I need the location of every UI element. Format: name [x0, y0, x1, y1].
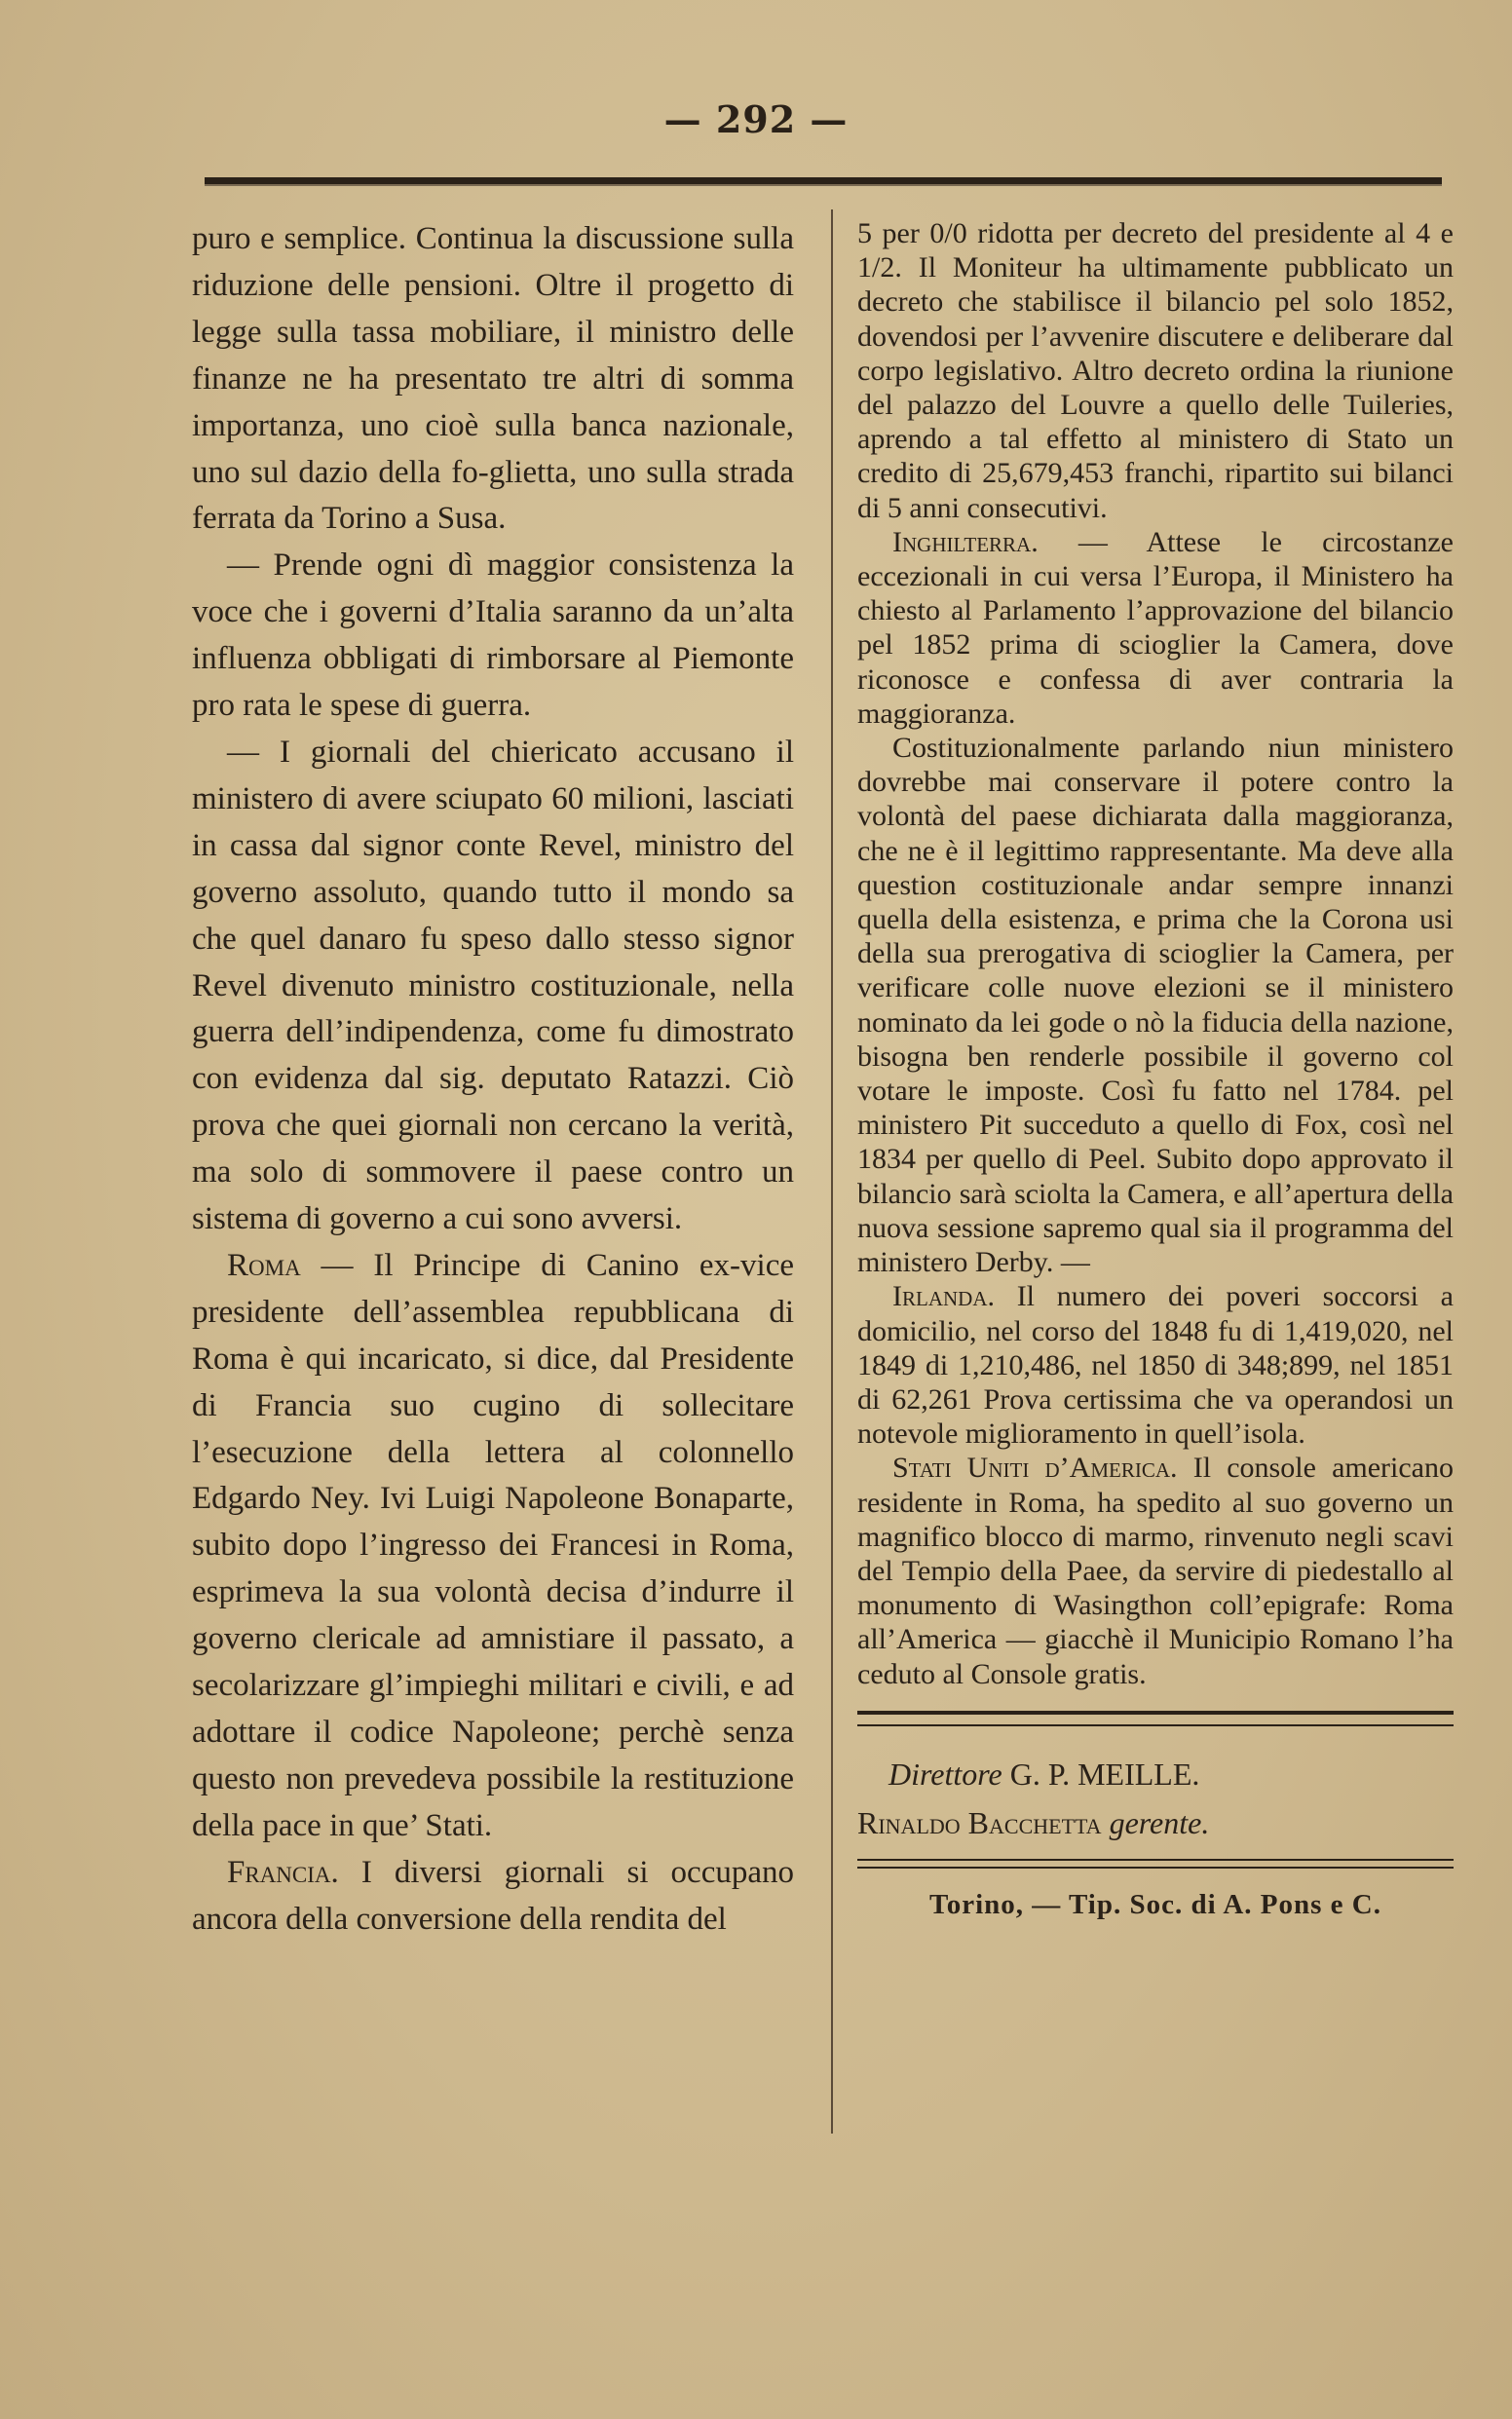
article-paragraph: — Prende ogni dì maggior consistenza la voce che i governi d’Italia saranno da un’alta influenza obbligati di rimborsare al Piemonte pro rata le spese di guerra. [192, 548, 794, 724]
gerente-label: gerente. [1109, 1804, 1210, 1840]
costituzional-paragraph: Costituzionalmente parlando niun ministero dovrebbe mai conservare il potere contro la volontà del paese dichiarata dalla maggioranza, che ne è il legittimo rappresentante. Ma deve alla question costituzionale andar sempre innanzi quella della esistenza, e prima che la Corona usi della sua prerogativa di scioglier la Camera, per verificare colle nuove elezioni se il ministero nominato da lei gode o nò la fiducia della nazione, bisogna ben renderle possibile il governo col votare le imposte. Così fu fatto nel 1784. pel ministero Pit succeduto a quello di Fox, così nel 1834 per quello di Peel. Subito dopo approvato il bilancio sarà sciolta la Camera, e all’apertura della nuova sessione sapremo qual sia il programma del ministero Derby. — [857, 732, 1454, 1279]
francia-text: I diversi giornali si occupano ancora della conversione della rendita del [192, 1854, 794, 1937]
footer-rule [857, 1711, 1454, 1726]
roma-text: Il Principe di Canino ex-vice presidente dell’assemblea repubblicana di Roma è qui incaricato, si dice, dal Presidente di Francia suo cugino di sollecitare l’esecuzione della lettera al colonnello Edgardo Ney. Ivi Luigi Napoleone Bonaparte, subito dopo l’ingresso dei Francesi in Roma, esprimeva la sua volontà decisa d’indurre il governo clericale ad amnistiare il passato, a secolarizzare gl’impieghi militari e civili, e ad adottare il codice Napoleone; perchè senza questo non prevedeva possibile la restituzione della pace in que’ Stati. [192, 1247, 795, 1843]
inghilterra-heading: Inghilterra. — [892, 525, 1108, 558]
inghilterra-paragraph [857, 525, 1454, 731]
usa-text: Il console americano residente in Roma, ha spedito al suo governo un magnifico blocco di marmo, rinvenuto negli scavi del Tempio della Paee, da servire di piedestallo al monumento di Wasingthon coll’epigrafe: Roma all’America — giacchè il Municipio Romano l’ha ceduto al Console gratis. [857, 1452, 1454, 1690]
article-paragraph: puro e semplice. Continua la discussione sulla riduzione delle pensioni. Oltre il progetto di legge sulla tassa mobiliare, il ministro delle finanze ne ha presentato tre altri di somma importanza, uno cioè sulla banca nazionale, uno sul dazio della fo-glietta, uno sulla strada ferrata da Torino a Susa. [192, 221, 794, 537]
usa-heading: Stati Uniti d’America. [892, 1452, 1178, 1485]
printer-rule [857, 1859, 1454, 1869]
francia-heading: Francia. [227, 1854, 339, 1890]
director-name: G. P. MEILLE. [1009, 1756, 1200, 1792]
roma-paragraph [192, 1243, 794, 1850]
francia-paragraph [192, 1850, 794, 1944]
roma-heading: Roma — [227, 1247, 354, 1283]
usa-paragraph [857, 1451, 1454, 1690]
gerente-name: Rinaldo Bacchetta [857, 1804, 1102, 1840]
francia-continued: 5 per 0/0 ridotta per decreto del presidente al 4 e 1/2. Il Moniteur ha ultimamente pubblicato un decreto che stabilisce il bilancio pel solo 1852, dovendosi per l’avvenire discutere e deliberare dal corpo legislativo. Altro decreto ordina la riunione del palazzo del Louvre a quello delle Tuileries, aprendo a tal effetto al ministero di Stato un credito di 25,679,453 franchi, ripartito sui bilanci di 5 anni consecutivi. [857, 217, 1454, 524]
header-rule [205, 177, 1442, 186]
page-number: — 292 — [663, 97, 849, 141]
right-column [857, 216, 1454, 1922]
inghilterra-text: Attese le circostanze eccezionali in cui versa l’Europa, il Ministero ha chiesto al Parlamento l’approvazione del bilancio pel 1852 prima di scioglier la Camera, dove riconosce e confessa di aver contraria la maggioranza. [857, 525, 1454, 730]
printer-imprint: Torino, — Tip. Soc. di A. Pons e C. [929, 1888, 1381, 1920]
irlanda-heading: Irlanda. [892, 1280, 995, 1313]
irlanda-text: Il numero dei poveri soccorsi a domicilio, nel corso del 1848 fu di 1,419,020, nel 1849 di 1,210,486, nel 1850 di 348;899, nel 1851 di 62,261 Prova certissima che va operandosi un notevole miglioramento in quell’isola. [857, 1280, 1454, 1451]
director-signature [857, 1750, 1454, 1798]
left-column [192, 216, 794, 1944]
gerente-signature [857, 1798, 1454, 1847]
irlanda-paragraph [857, 1279, 1454, 1451]
article-paragraph: — I giornali del chiericato accusano il ministero di avere sciupato 60 milioni, lasciati in cassa dal signor conte Revel, ministro del governo assoluto, quando tutto il mondo sa che quel danaro fu speso dallo stesso signor Revel divenuto ministro costituzionale, nella guerra dell’indipendenza, come fu dimostrato con evidenza dal sig. deputato Ratazzi. Ciò prova che quei giornali non cercano la verità, ma solo di sommovere il paese contro un sistema di governo a cui sono avversi. [192, 734, 794, 1237]
director-label: Direttore [888, 1756, 1002, 1792]
column-divider [831, 209, 833, 2134]
